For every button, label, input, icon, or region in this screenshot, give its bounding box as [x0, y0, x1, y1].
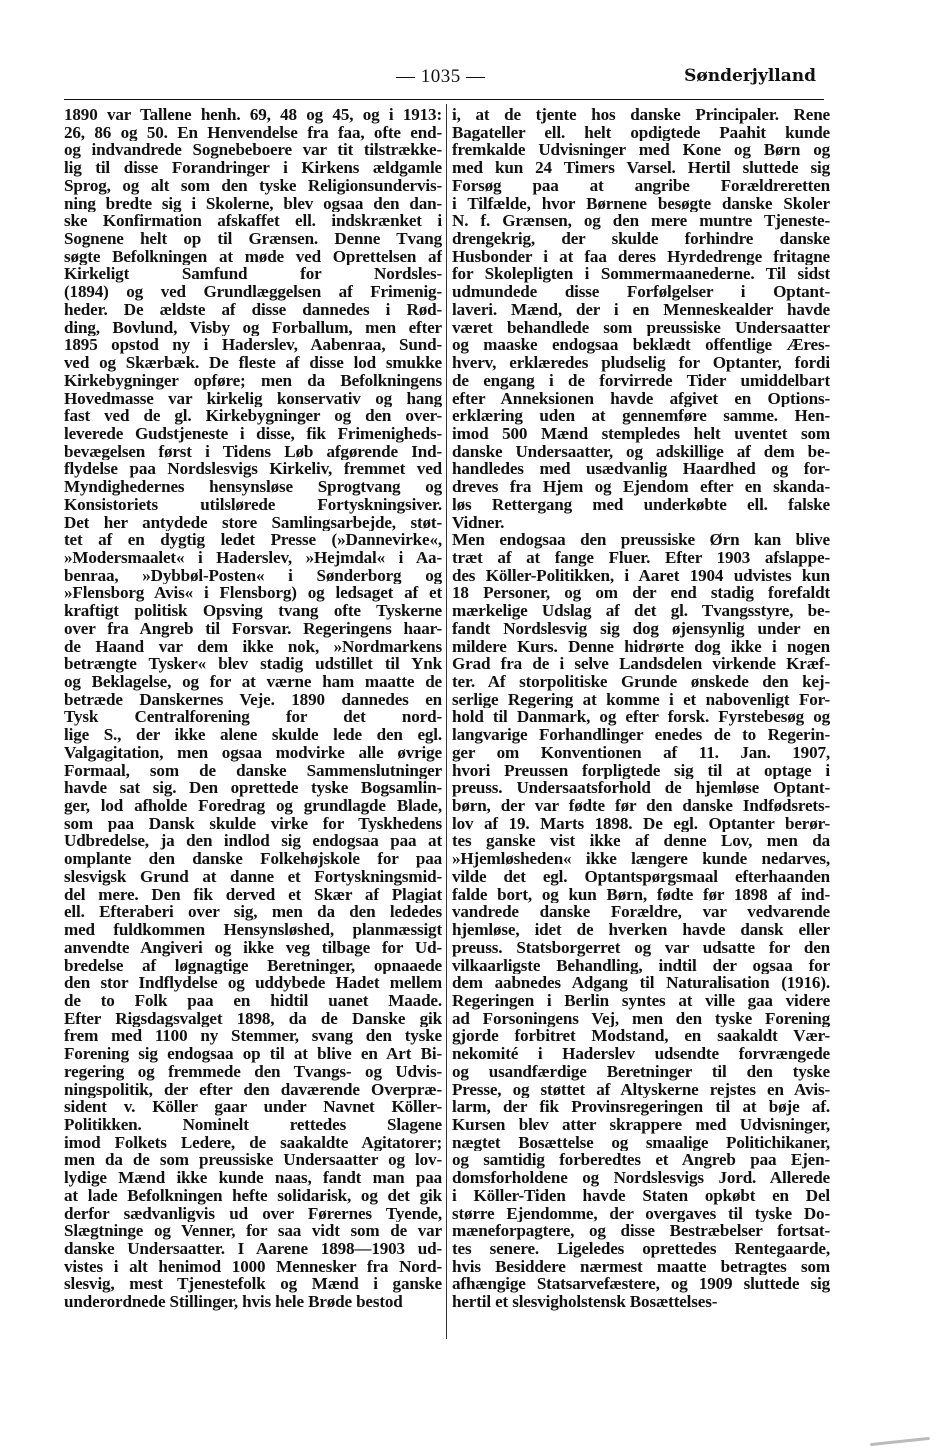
- left-column-line: Kirkeligt Samfund for Nordsles-: [64, 265, 442, 284]
- left-column-line: fast ved de gl. Kirkebygninger og den over-: [64, 407, 442, 425]
- right-column-line: Grad fra de i selve Landsdelen virkende Kræf-: [452, 655, 830, 673]
- left-column-line: Efter Rigsdagsvalget 1898, da de Danske gik: [64, 1009, 442, 1028]
- right-column-line: i, at de tjente hos danske Principaler. Rene: [452, 106, 830, 124]
- left-column-line: »Modersmaalet« i Haderslev, »Hejmdal« i Aa-: [64, 548, 442, 567]
- left-column-line: Slægtninge og Venner, for saa vidt som de var: [64, 1222, 442, 1240]
- left-column-line: ved og Skærbæk. De fleste af disse lod smukke: [64, 354, 442, 372]
- left-column-line: vistes i alt henimod 1000 Mennesker fra Nord-: [64, 1257, 442, 1276]
- right-column-line: imod 500 Mænd stempledes helt uventet som: [452, 424, 830, 443]
- left-column-line: tet af en dygtig ledet Presse (»Dannevirke«,: [64, 531, 442, 549]
- right-column-line: større Ejendomme, der overgaves til tyske Do-: [452, 1204, 830, 1223]
- right-column-line: erklæring uden at gennemføre samme. Hen-: [452, 407, 830, 425]
- left-column-line: (1894) og ved Grundlæggelsen af Frimenig-: [64, 283, 442, 301]
- right-column-line: drengekrig, der skulde forhindre danske: [452, 230, 830, 248]
- left-column-line: at lade Befolkningen hefte solidarisk, og det gik: [64, 1186, 442, 1205]
- page-header: [66, 66, 822, 96]
- right-column-line: mærkelige Udslag af det gl. Tvangsstyre, be-: [452, 602, 830, 620]
- left-column-line: Kirkebygninger opføre; men da Befolkningens: [64, 371, 442, 390]
- left-column-line: »Flensborg Avis« i Flensborg) og ledsaget af et: [64, 584, 442, 603]
- right-column-line: udmundede disse Forfølgelser i Optant-: [452, 283, 830, 301]
- right-column-line: »Hjemløsheden« ikke længere kunde nedarves,: [452, 850, 830, 868]
- left-column-line: med fuldkommen Hensynsløshed, planmæssigt: [64, 921, 442, 939]
- left-column-line: Udbredelse, ja den indlod sig endogsaa paa at: [64, 832, 442, 851]
- right-column-line: gjorde forbitret Modstand, en saakaldt Vær-: [452, 1027, 830, 1046]
- left-column-line: ger, lod afholde Foredrag og grundlagde Blade,: [64, 797, 442, 815]
- left-column-line: søgte Befolkningen at møde ved Oprettelsen af: [64, 247, 442, 266]
- left-column-line: regering og fremmede den Tvangs- og Udvis-: [64, 1062, 442, 1081]
- right-column-line: dreves fra Hjem og Ejendom efter en skanda-: [452, 478, 830, 496]
- left-column-line: som paa Dansk skulde virke for Tyskhedens: [64, 814, 442, 833]
- right-column-line: N. f. Grænsen, og den mere muntre Tjeneste-: [452, 212, 830, 231]
- left-column-line: bevægelsen først i Tidens Løb afgørende Ind-: [64, 442, 442, 461]
- right-column-line: vandrede danske Forældre, var vedvarende: [452, 903, 830, 922]
- right-column-line: hjemløse, idet de hverken havde dansk eller: [452, 921, 830, 939]
- right-column-line: træt af at fange Fluer. Efter 1903 afslappe-: [452, 548, 830, 567]
- left-column-line: sident v. Köller gaar under Navnet Köller-: [64, 1098, 442, 1116]
- left-column-line: derfor sædvanligvis ud over Førernes Tyende,: [64, 1204, 442, 1223]
- left-column-line: 1890 var Tallene henh. 69, 48 og 45, og i 1913:: [64, 106, 442, 124]
- right-column-line: børn, der var fødte før den danske Indfødsrets-: [452, 797, 830, 815]
- right-column-line: tes ganske vist ikke af denne Lov, men da: [452, 832, 830, 851]
- right-column-line: Vidner.: [452, 513, 505, 532]
- right-column-line: serlige Regering at komme i et nabovenligt For-: [452, 690, 830, 709]
- header-rule: [64, 99, 824, 100]
- right-column-line: langvarige Forhandlinger enedes de to Regerin-: [452, 726, 830, 744]
- right-column-line: hverv, erklæredes pludselig for Optanter, fordi: [452, 354, 830, 372]
- right-column-line: og usandfærdige Beretninger til den tyske: [452, 1062, 830, 1081]
- left-column-line: Konsistoriets utilslørede Fortyskningsiver.: [64, 495, 442, 514]
- left-column-line: og Beklagelse, og for at værne ham maatte de: [64, 673, 442, 691]
- right-column-line: lov af 19. Marts 1898. De egl. Optanter berør-: [452, 814, 830, 833]
- left-column-line: del mere. Den fik derved et Skær af Plagiat: [64, 885, 442, 904]
- left-column-line: lydige Mænd ikke kunde naas, fandt man paa: [64, 1169, 442, 1187]
- left-column-line: leverede Gudstjeneste i disse, fik Frimenigheds-: [64, 424, 442, 443]
- column-divider: [446, 104, 447, 1339]
- left-column-line: Formaal, som de danske Sammenslutninger: [64, 761, 442, 780]
- left-column-line: Myndighedernes hensynsløse Sprogtvang og: [64, 478, 442, 496]
- scan-smudge: [870, 1437, 930, 1446]
- left-column-line: betrængte Tysker« blev stadig udstillet til Ynk: [64, 655, 442, 673]
- right-column-line: hold til Danmark, og efter forsk. Fyrstebesøg og: [452, 708, 830, 727]
- right-column-line: nekomité i Haderslev udsendte forvrængede: [452, 1045, 830, 1063]
- left-column-line: anvendte Angiveri og ikke veg tilbage for Ud-: [64, 938, 442, 957]
- right-column-line: laveri. Mænd, der i en Menneskealder havde: [452, 300, 830, 319]
- right-column-line: og samtidig forberedtes et Angreb paa Ejen-: [452, 1151, 830, 1170]
- left-column-line: Valgagitation, men ogsaa modvirke alle øvrige: [64, 743, 442, 762]
- right-column-line: ger om Konventionen af 11. Jan. 1907,: [452, 743, 830, 762]
- right-column-line: løs Rettergang med underkøbte ell. falske: [452, 495, 830, 514]
- right-column-line: ad Forsoningens Vej, men den tyske Forening: [452, 1009, 830, 1028]
- left-column-line: havde sat sig. Den oprettede tyske Bogsamlin-: [64, 779, 442, 798]
- left-column-line: og indvandrede Sognebeboere var tit tilstrække-: [64, 141, 442, 160]
- right-column-line: larm, der fik Provinsregeringen til at bøje af.: [452, 1098, 830, 1116]
- right-column-line: med kun 24 Timers Varsel. Hertil sluttede sig: [452, 159, 830, 177]
- right-column-line: afhængige Statsarvefæstere, og 1909 sluttede sig: [452, 1275, 830, 1294]
- right-column-line: hvis Besiddere nærmest maatte betragtes som: [452, 1257, 830, 1276]
- section-title: Sønderjylland: [684, 66, 816, 86]
- left-column-line: slesvigsk Grund at danne et Fortyskningsmid-: [64, 867, 442, 886]
- left-column-line: flydelse paa Nordslesvigs Kirkeliv, fremmet ved: [64, 460, 442, 479]
- left-column-line: 1895 opstod ny i Haderslev, Aabenraa, Sund-: [64, 336, 442, 355]
- right-column-line: danske Undersaatter, og adskillige af dem be-: [452, 442, 830, 461]
- left-column-line: de to Folk paa en hidtil uanet Maade.: [64, 991, 442, 1010]
- right-column-line: efter Anneksionen havde afgivet en Options-: [452, 389, 830, 408]
- left-column-line: Sprog, og alt som den tyske Religionsundervis-: [64, 176, 442, 195]
- right-column-line: 18 Personer, og om der end stadig forefaldt: [452, 584, 830, 603]
- right-column-line: Presse, og støttet af Altyskerne rejstes en Avis-: [452, 1080, 830, 1099]
- left-column-line: den stor Indflydelse og uddybede Hadet mellem: [64, 974, 442, 992]
- right-column-line: vilde det egl. Optantspørgsmaal efterhaanden: [452, 867, 830, 886]
- right-column-line: vilkaarligste Behandling, indtil der ogsaa for: [452, 956, 830, 975]
- right-column: [452, 106, 830, 1311]
- left-column-line: lige S., der ikke alene skulde lede den egl.: [64, 726, 442, 744]
- right-column-line: Regeringen i Berlin syntes at ville gaa videre: [452, 991, 830, 1010]
- right-column-line: Bagateller ell. helt opdigtede Paahit kunde: [452, 123, 830, 142]
- right-column-line: hertil et slesvigholstensk Bosættelses-: [452, 1293, 718, 1311]
- right-column-line: de engang i de forvirrede Tider umiddelbart: [452, 371, 830, 390]
- left-column-line: Sognene helt op til Grænsen. Denne Tvang: [64, 230, 442, 248]
- left-column-line: Politikken. Nominelt rettedes Slagene: [64, 1115, 442, 1134]
- left-column-line: lig til disse Forandringer i Kirkens ældgamle: [64, 159, 442, 177]
- right-column-line: Husbonder i at faa deres Hyrdedrenge fritagne: [452, 247, 830, 266]
- left-column: [64, 106, 442, 1311]
- right-column-line: fremkalde Udvisninger med Kone og Børn og: [452, 141, 830, 160]
- left-column-line: betræde Danskernes Veje. 1890 dannedes en: [64, 690, 442, 709]
- left-column-line: heder. De ældste af disse dannedes i Rød-: [64, 300, 442, 319]
- right-column-line: dem aabnedes Adgang til Naturalisation (1916).: [452, 974, 830, 992]
- left-column-line: kraftigt politisk Opsving tvang ofte Tyskerne: [64, 602, 442, 620]
- left-column-line: ding, Bovlund, Visby og Forballum, men efter: [64, 318, 442, 337]
- right-column-line: Men endogsaa den preussiske Ørn kan blive: [452, 531, 830, 549]
- left-column-line: omplante den danske Folkehøjskole for paa: [64, 850, 442, 868]
- right-column-line: mæneforpagtere, og disse Bestræbelser fortsat-: [452, 1222, 830, 1240]
- left-column-line: Forening sig endogsaa op til at blive en Art Bi-: [64, 1045, 442, 1063]
- right-column-line: og maaske endogsaa beklædt offentlige Æres-: [452, 336, 830, 355]
- right-column-line: ter. Af storpolitiske Grunde ønskede den kej-: [452, 673, 830, 691]
- left-column-line: ell. Efteraberi over sig, men da den lededes: [64, 903, 442, 922]
- left-column-line: ningspolitik, der efter den daværende Overpræ-: [64, 1080, 442, 1099]
- right-column-line: mildere Kurs. Denne hidrørte dog ikke i nogen: [452, 637, 830, 656]
- right-column-line: preuss. Undersaatsforhold de hjemløse Optant-: [452, 779, 830, 798]
- left-column-line: over fra Angreb til Forsvar. Regeringens haar-: [64, 619, 442, 638]
- right-column-line: falde bort, og kun Børn, fødte før 1898 af ind-: [452, 885, 830, 904]
- left-column-line: ning bredte sig i Skolerne, blev ogsaa den dan-: [64, 194, 442, 213]
- left-column-line: benraa, »Dybbøl-Posten« i Sønderborg og: [64, 566, 442, 585]
- right-column-line: i Köller-Tiden havde Staten opkøbt en Del: [452, 1186, 830, 1205]
- left-column-line: Tysk Centralforening for det nord-: [64, 708, 442, 727]
- left-column-line: de Haand var dem ikke nok, »Nordmarkens: [64, 637, 442, 656]
- right-column-line: for Skolepligten i Sommermaanederne. Til sidst: [452, 265, 830, 284]
- left-column-line: 26, 86 og 50. En Henvendelse fra faa, ofte end-: [64, 123, 442, 142]
- page-number: — 1035 —: [396, 66, 486, 87]
- right-column-line: været behandlede som preussiske Undersaatter: [452, 318, 830, 337]
- left-column-line: men da de som preussiske Undersaatter og lov-: [64, 1151, 442, 1170]
- right-column-line: hvori Preussen forpligtede sig til at optage i: [452, 761, 830, 780]
- right-column-line: Forsøg paa at angribe Forældreretten: [452, 176, 830, 195]
- right-column-line: fandt Nordslesvig sig dog øjensynlig under en: [452, 619, 830, 638]
- left-column-line: Det her antydede store Samlingsarbejde, støt-: [64, 513, 442, 532]
- right-column-line: handledes med usædvanlig Haardhed og for-: [452, 460, 830, 479]
- right-column-line: tes senere. Ligeledes oprettedes Rentegaarde,: [452, 1240, 830, 1258]
- left-column-line: ske Konfirmation afskaffet ell. indskrænket i: [64, 212, 442, 231]
- right-column-line: preuss. Statsborgerret og var udsatte for den: [452, 938, 830, 957]
- right-column-line: i Tilfælde, hvor Børnene besøgte danske Skoler: [452, 194, 830, 213]
- right-column-line: domsforholdene og Nordslesvigs Jord. Allerede: [452, 1169, 830, 1187]
- right-column-line: Kursen blev atter skrappere med Udvisninger,: [452, 1115, 830, 1134]
- left-column-line: underordnede Stillinger, hvis hele Brøde bestod: [64, 1293, 403, 1311]
- left-column-line: Hovedmasse var kirkelig konservativ og hang: [64, 389, 442, 408]
- left-column-line: danske Undersaatter. I Aarene 1898—1903 ud-: [64, 1240, 442, 1258]
- left-column-line: slesvig, mest Tjenestefolk og Mænd i ganske: [64, 1275, 442, 1294]
- left-column-line: bredelse af løgnagtige Beretninger, opnaaede: [64, 956, 442, 975]
- left-column-line: frem med 1100 ny Stemmer, svang den tyske: [64, 1027, 442, 1046]
- left-column-line: imod Folkets Ledere, de saakaldte Agitatorer;: [64, 1133, 442, 1152]
- right-column-line: nægtet Bosættelse og smaalige Politichikaner,: [452, 1133, 830, 1152]
- right-column-line: des Köller-Politikken, i Aaret 1904 udvistes kun: [452, 566, 830, 585]
